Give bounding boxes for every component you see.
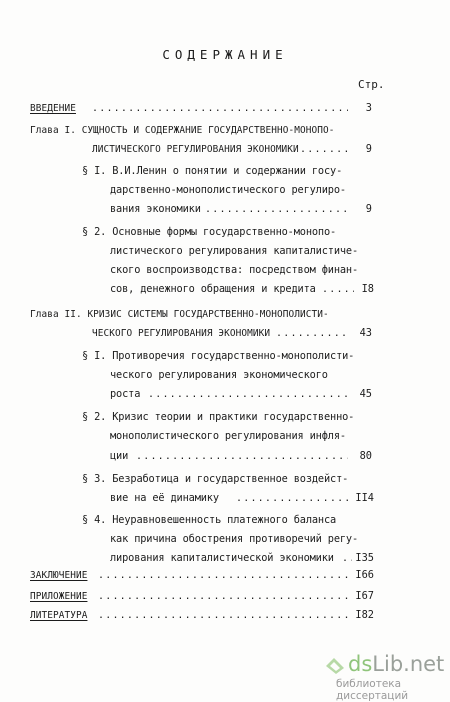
watermark <box>300 650 450 702</box>
dot-leader <box>136 450 348 463</box>
toc-section-2-3-line-1: § 3. Безработица и государственное воздейст- <box>82 473 349 485</box>
toc-section-2-4-line-2: как причина обострения противоречий регу- <box>110 533 359 545</box>
page-number: 45 <box>359 388 372 400</box>
dot-leader <box>148 388 348 401</box>
toc-section-1-1-line-2: дарственно-монополистического регулиро- <box>110 184 346 196</box>
page-number: I82 <box>355 609 374 621</box>
page-number: 9 <box>365 203 372 215</box>
watermark-logo: dsLib.net <box>348 652 445 676</box>
page-number: I35 <box>355 552 374 564</box>
toc-section-2-1-line-3: роста <box>110 388 141 400</box>
watermark-subtitle: библиотека диссертаций <box>336 678 409 702</box>
dot-leader <box>98 609 352 622</box>
page-number: I8 <box>361 283 374 295</box>
dslib-logo-icon <box>324 656 346 676</box>
toc-section-1-1-line-1: § I. В.И.Ленин о понятии и содержании госу- <box>82 165 343 177</box>
toc-entry-appendix: ПРИЛОЖЕНИЕ <box>30 591 88 602</box>
toc-entry-literature: ЛИТЕРАТУРА <box>30 610 88 621</box>
page-number: 3 <box>365 102 372 114</box>
toc-chapter-1-line-2: ЛИСТИЧЕСКОГО РЕГУЛИРОВАНИЯ ЭКОНОМИКИ <box>92 144 299 155</box>
dot-leader <box>300 143 350 156</box>
page-number: 9 <box>365 143 372 155</box>
toc-section-2-2-line-1: § 2. Кризис теории и практики государственно- <box>82 411 355 423</box>
toc-section-2-3-line-2: вие на её динамику <box>110 492 219 504</box>
toc-section-1-2-line-4: сов, денежного обращения и кредита <box>110 283 316 295</box>
toc-section-1-2-line-1: § 2. Основные формы государственно-монопо- <box>82 226 337 238</box>
toc-section-2-4-line-3: лирования капиталистической экономики <box>110 552 334 564</box>
toc-section-1-1-line-3: вания экономики <box>110 203 201 215</box>
page-number: 43 <box>359 327 372 339</box>
toc-section-2-4-line-1: § 4. Неуравновешенность платежного баланса <box>82 514 337 526</box>
toc-section-2-2-line-3: ции <box>110 450 129 462</box>
dot-leader <box>276 327 348 340</box>
page-column-header: Стр. <box>358 78 385 91</box>
dot-leader <box>236 492 352 505</box>
dot-leader <box>322 283 354 296</box>
toc-section-2-1-line-2: ческого регулирования экономического <box>110 369 328 381</box>
dot-leader <box>98 590 352 603</box>
dot-leader <box>205 203 350 216</box>
toc-chapter-2-line-2: ЧЕСКОГО РЕГУЛИРОВАНИЯ ЭКОНОМИКИ <box>92 328 271 339</box>
page-number: 80 <box>359 450 372 462</box>
dot-leader <box>98 569 352 582</box>
toc-chapter-2-line-1: Глава II. КРИЗИС СИСТЕМЫ ГОСУДАРСТВЕННО-МОНОПОЛИСТИ- <box>30 309 329 320</box>
toc-entry-conclusion: ЗАКЛЮЧЕНИЕ <box>30 570 88 581</box>
toc-chapter-1-line-1: Глава I. СУЩНОСТЬ И СОДЕРЖАНИЕ ГОСУДАРСТВЕННО-МОНОПО- <box>30 125 335 136</box>
page-number: II4 <box>355 492 374 504</box>
toc-section-2-2-line-2: монополистического регулирования инфля- <box>110 430 346 442</box>
dot-leader <box>92 102 348 115</box>
page-number: I66 <box>355 569 374 581</box>
toc-section-2-1-line-1: § I. Противоречия государственно-монополисти- <box>82 350 355 362</box>
page-title: СОДЕРЖАНИЕ <box>162 47 288 62</box>
page-number: I67 <box>355 590 374 602</box>
toc-entry-introduction: ВВЕДЕНИЕ <box>30 103 76 114</box>
toc-section-1-2-line-3: ского воспроизводства: посредством финан- <box>110 264 359 276</box>
toc-section-1-2-line-2: листического регулирования капиталистиче- <box>110 245 359 257</box>
